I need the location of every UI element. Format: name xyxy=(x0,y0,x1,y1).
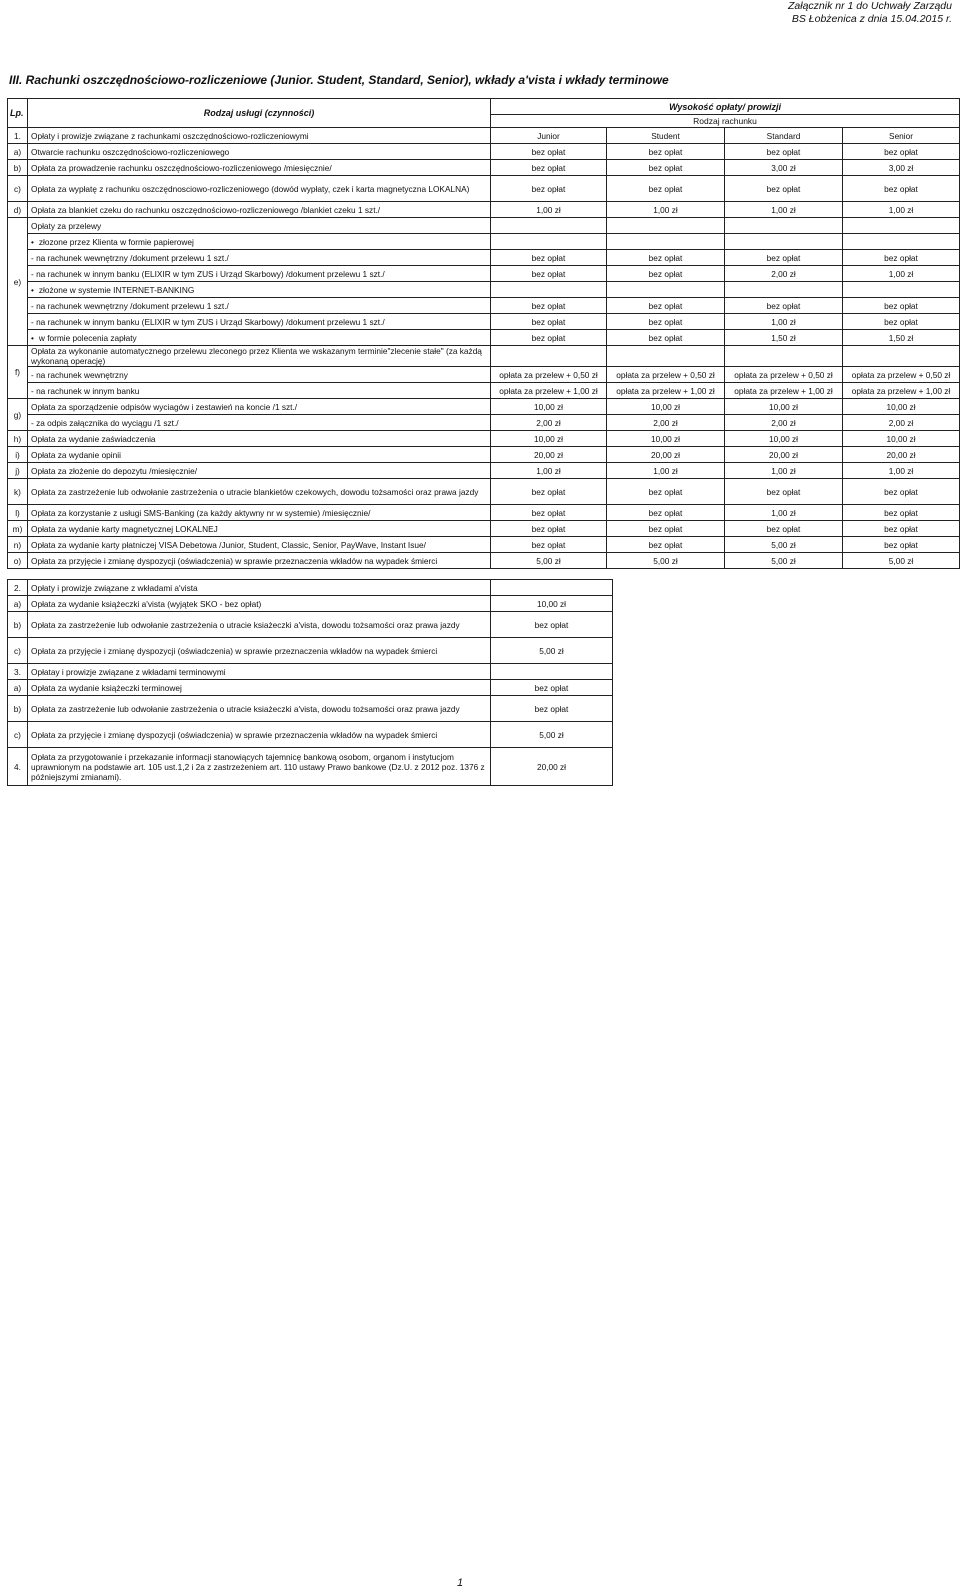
table-row xyxy=(8,415,960,431)
fee-value: bez opłat xyxy=(491,144,607,160)
row-label: Opłata za zastrzeżenie lub odwołanie zastrzeżenia o utracie blankietów czekowych, dowodu tożsamości oraz prawa jazdy xyxy=(28,479,491,505)
table-row xyxy=(8,218,960,234)
lp-header: Lp. xyxy=(8,99,28,128)
row-label: Opłata za wydanie opinii xyxy=(28,447,491,463)
table-row xyxy=(8,383,960,399)
fee-value: bez opłat xyxy=(607,144,725,160)
table-row xyxy=(8,202,960,218)
fee-value: 1,00 zł xyxy=(725,314,843,330)
table-row xyxy=(8,234,960,250)
row-label: Opłaty za przelewy xyxy=(28,218,491,234)
fee-value: bez opłat xyxy=(843,505,960,521)
row-lp: 3. xyxy=(8,664,28,680)
row-label: Opłata za sporządzenie odpisów wyciagów i zestawień na koncie /1 szt./ xyxy=(28,399,491,415)
row-label: Opłata za zastrzeżenie lub odwołanie zastrzeżenia o utracie ksiażeczki a'vista, dowodu tożsamości oraz prawa jazdy xyxy=(28,696,491,722)
attachment-line-1: Załącznik nr 1 do Uchwały Zarządu xyxy=(788,0,952,12)
fee-value: bez opłat xyxy=(491,479,607,505)
table-row xyxy=(8,330,960,346)
row-label: Opłata za wydanie zaświadczenia xyxy=(28,431,491,447)
fee-value: bez opłat xyxy=(491,176,607,202)
fee-value: bez opłat xyxy=(491,298,607,314)
fee-value: 10,00 zł xyxy=(725,399,843,415)
row-lp: a) xyxy=(8,680,28,696)
row-label: Opłata za prowadzenie rachunku oszczędnościowo-rozliczeniowego /miesięcznie/ xyxy=(28,160,491,176)
table-row xyxy=(8,128,960,144)
fee-value: bez opłat xyxy=(607,176,725,202)
fee-value xyxy=(725,218,843,234)
fee-value: 2,00 zł xyxy=(725,415,843,431)
row-label: Opłata za korzystanie z usługi SMS-Banking (za każdy aktywny nr w systemie) /miesięcznie/ xyxy=(28,505,491,521)
fee-value: 10,00 zł xyxy=(725,431,843,447)
fee-value: bez opłat xyxy=(491,266,607,282)
fee-value: 1,00 zł xyxy=(725,463,843,479)
table-row xyxy=(8,144,960,160)
table-row xyxy=(8,596,613,612)
fee-value: bez opłat xyxy=(491,505,607,521)
fee-value: 1,00 zł xyxy=(725,202,843,218)
fee-value: Student xyxy=(607,128,725,144)
fee-value: 10,00 zł xyxy=(607,399,725,415)
row-label: Opłata za przyjęcie i zmianę dyspozycji (oświadczenia) w sprawie przeznaczenia wkładów na wypadek śmierci xyxy=(28,638,491,664)
fee-value: bez opłat xyxy=(725,298,843,314)
row-label: Opłata za wydanie książeczki terminowej xyxy=(28,680,491,696)
fee-value: 10,00 zł xyxy=(607,431,725,447)
table-row xyxy=(8,399,960,415)
table-row xyxy=(8,537,960,553)
row-lp: k) xyxy=(8,479,28,505)
table-row xyxy=(8,722,613,748)
table-row xyxy=(8,521,960,537)
row-label: Opłata za przyjęcie i zmianę dyspozycji (oświadczenia) w sprawie przeznaczenia wkładów na wypadek śmierci xyxy=(28,722,491,748)
fee-value: opłata za przelew + 1,00 zł xyxy=(607,383,725,399)
row-label: • w formie polecenia zapłaty xyxy=(28,330,491,346)
fee-value: 20,00 zł xyxy=(491,748,613,786)
fee-value: 10,00 zł xyxy=(843,431,960,447)
fee-value: opłata za przelew + 0,50 zł xyxy=(491,367,607,383)
row-label: - na rachunek wewnętrzny /dokument przelewu 1 szt./ xyxy=(28,250,491,266)
fee-value: opłata za przelew + 0,50 zł xyxy=(843,367,960,383)
fee-value: 1,00 zł xyxy=(607,463,725,479)
fee-value: 1,50 zł xyxy=(725,330,843,346)
row-label: Opłaty i prowizje związane z rachunkami oszczędnościowo-rozliczeniowymi xyxy=(28,128,491,144)
fee-value: bez opłat xyxy=(843,298,960,314)
row-label: Opłata za wypłatę z rachunku oszczędnosciowo-rozliczeniowego (dowód wypłaty, czek i karta magnetyczna LOKALNA) xyxy=(28,176,491,202)
fee-value: 20,00 zł xyxy=(843,447,960,463)
fee-value: bez opłat xyxy=(607,160,725,176)
fee-value: bez opłat xyxy=(491,314,607,330)
fee-value xyxy=(491,282,607,298)
row-label: - za odpis załącznika do wyciągu /1 szt./ xyxy=(28,415,491,431)
fee-header: Wysokość opłaty/ prowizji xyxy=(491,99,960,115)
fee-value xyxy=(491,346,607,367)
fee-value xyxy=(607,218,725,234)
fee-value: 20,00 zł xyxy=(491,447,607,463)
row-label: Opłata za przyjęcie i zmianę dyspozycji (oświadczenia) w sprawie przeznaczenia wkładów na wypadek śmierci xyxy=(28,553,491,569)
row-lp: h) xyxy=(8,431,28,447)
row-label: Opłaty i prowizje związane z wkładami a'vista xyxy=(28,580,491,596)
fee-value: 1,00 zł xyxy=(607,202,725,218)
fee-table-accounts xyxy=(7,98,960,569)
fee-value: bez opłat xyxy=(491,521,607,537)
row-lp: 1. xyxy=(8,128,28,144)
fee-value: bez opłat xyxy=(725,479,843,505)
fee-value: bez opłat xyxy=(491,696,613,722)
row-lp: c) xyxy=(8,176,28,202)
row-lp: b) xyxy=(8,612,28,638)
fee-value xyxy=(725,282,843,298)
fee-value: bez opłat xyxy=(607,479,725,505)
fee-value: bez opłat xyxy=(843,314,960,330)
row-label: - na rachunek wewnętrzny xyxy=(28,367,491,383)
row-label: - na rachunek w innym banku (ELIXIR w tym ZUS i Urząd Skarbowy) /dokument przelewu 1 szt./ xyxy=(28,314,491,330)
fee-value xyxy=(843,234,960,250)
fee-value xyxy=(491,234,607,250)
fee-value: opłata za przelew + 1,00 zł xyxy=(725,383,843,399)
row-label: - na rachunek w innym banku (ELIXIR w tym ZUS i Urząd Skarbowy) /dokument przelewu 1 szt./ xyxy=(28,266,491,282)
fee-value: 3,00 zł xyxy=(725,160,843,176)
fee-value: Standard xyxy=(725,128,843,144)
row-label: Otwarcie rachunku oszczędnościowo-rozliczeniowego xyxy=(28,144,491,160)
row-label: Opłata za wydanie karty płatniczej VISA Debetowa /Junior, Student, Classic, Senior, PayWave, Instant Isue/ xyxy=(28,537,491,553)
fee-value: 10,00 zł xyxy=(843,399,960,415)
row-lp: i) xyxy=(8,447,28,463)
row-label: - na rachunek wewnętrzny /dokument przelewu 1 szt./ xyxy=(28,298,491,314)
table-row xyxy=(8,580,613,596)
page-number: 1 xyxy=(456,1577,464,1589)
table-row xyxy=(8,696,613,722)
table-row xyxy=(8,298,960,314)
fee-value: 10,00 zł xyxy=(491,399,607,415)
row-label: Opłata za przygotowanie i przekazanie informacji stanowiących tajemnicę bankową osobom, organom i instytucjom uprawnionym na podstawie art. 105 ust.1,2 i 2a z zastrzeżeniem art. 110 ustawy Prawo bankowe (Dz.U. z 2012 poz. 1376 z późniejszymi zmianami). xyxy=(28,748,491,786)
row-lp: 2. xyxy=(8,580,28,596)
section-title: III. Rachunki oszczędnościowo-rozliczeniowe (Junior. Student, Standard, Senior), wkłady a'vista i wkłady terminowe xyxy=(9,73,669,87)
fee-value: 20,00 zł xyxy=(607,447,725,463)
fee-value: bez opłat xyxy=(725,176,843,202)
row-lp: j) xyxy=(8,463,28,479)
row-label: Opłata za blankiet czeku do rachunku oszczędnościowo-rozliczeniowego /blankiet czeku 1 szt./ xyxy=(28,202,491,218)
fee-value xyxy=(725,346,843,367)
fee-value: bez opłat xyxy=(607,266,725,282)
fee-value: bez opłat xyxy=(607,298,725,314)
row-lp: o) xyxy=(8,553,28,569)
table-row xyxy=(8,431,960,447)
attachment-line-2: BS Łobżenica z dnia 15.04.2015 r. xyxy=(791,13,952,25)
table-row xyxy=(8,463,960,479)
fee-value: 1,00 zł xyxy=(491,202,607,218)
table-row xyxy=(8,638,613,664)
row-lp: 4. xyxy=(8,748,28,786)
table-row xyxy=(8,479,960,505)
table-row xyxy=(8,748,613,786)
table-row xyxy=(8,664,613,680)
table-row xyxy=(8,553,960,569)
fee-value: 5,00 zł xyxy=(491,638,613,664)
row-label: Opłata za wykonanie automatycznego przelewu zleconego przez Klienta we wskazanym terminie"zlecenie stałe" (za każdą wykonaną operację) xyxy=(28,346,491,367)
fee-value: bez opłat xyxy=(607,330,725,346)
fee-value: 3,00 zł xyxy=(843,160,960,176)
row-label: Opłatay i prowizje związane z wkładami terminowymi xyxy=(28,664,491,680)
row-lp: e) xyxy=(8,218,28,346)
fee-value: 10,00 zł xyxy=(491,596,613,612)
fee-value: 5,00 zł xyxy=(491,722,613,748)
row-lp: n) xyxy=(8,537,28,553)
fee-value: opłata za przelew + 1,00 zł xyxy=(843,383,960,399)
table-row xyxy=(8,447,960,463)
fee-value: bez opłat xyxy=(725,144,843,160)
fee-value xyxy=(607,234,725,250)
fee-value: bez opłat xyxy=(843,537,960,553)
fee-value: 10,00 zł xyxy=(491,431,607,447)
fee-value xyxy=(843,346,960,367)
row-label: • złożone w systemie INTERNET-BANKING xyxy=(28,282,491,298)
table-row xyxy=(8,250,960,266)
fee-value: 1,50 zł xyxy=(843,330,960,346)
fee-value: bez opłat xyxy=(843,176,960,202)
fee-value: 20,00 zł xyxy=(725,447,843,463)
fee-value xyxy=(491,218,607,234)
account-type-header: Rodzaj rachunku xyxy=(491,115,960,128)
fee-value: Junior xyxy=(491,128,607,144)
fee-value: bez opłat xyxy=(607,521,725,537)
table-row xyxy=(8,282,960,298)
table-row xyxy=(8,266,960,282)
fee-value: bez opłat xyxy=(725,250,843,266)
row-lp: f) xyxy=(8,346,28,399)
fee-table-deposits xyxy=(7,579,613,786)
fee-value: bez opłat xyxy=(491,537,607,553)
table-row xyxy=(8,160,960,176)
fee-value: 1,00 zł xyxy=(843,202,960,218)
row-lp: b) xyxy=(8,696,28,722)
fee-value: bez opłat xyxy=(491,330,607,346)
row-lp: a) xyxy=(8,144,28,160)
row-lp: a) xyxy=(8,596,28,612)
attachment-header xyxy=(788,0,952,26)
fee-value: bez opłat xyxy=(843,250,960,266)
fee-value xyxy=(607,282,725,298)
fee-value: bez opłat xyxy=(843,521,960,537)
fee-value: Senior xyxy=(843,128,960,144)
fee-value xyxy=(843,218,960,234)
row-label: Opłata za wydanie karty magnetycznej LOKALNEJ xyxy=(28,521,491,537)
row-label: Opłata za złożenie do depozytu /miesięcznie/ xyxy=(28,463,491,479)
fee-value xyxy=(491,580,613,596)
fee-value: 1,00 zł xyxy=(491,463,607,479)
row-lp: d) xyxy=(8,202,28,218)
row-lp: m) xyxy=(8,521,28,537)
fee-value: 2,00 zł xyxy=(607,415,725,431)
row-lp: l) xyxy=(8,505,28,521)
row-label: Opłata za zastrzeżenie lub odwołanie zastrzeżenia o utracie ksiażeczki a'vista, dowodu tożsamości oraz prawa jazdy xyxy=(28,612,491,638)
row-lp: b) xyxy=(8,160,28,176)
row-label: • złozone przez Klienta w formie papierowej xyxy=(28,234,491,250)
fee-value: bez opłat xyxy=(607,250,725,266)
row-label: Opłata za wydanie książeczki a'vista (wyjątek SKO - bez opłat) xyxy=(28,596,491,612)
fee-value: bez opłat xyxy=(843,479,960,505)
table-row xyxy=(8,612,613,638)
fee-value xyxy=(843,282,960,298)
fee-value: 2,00 zł xyxy=(725,266,843,282)
table-row xyxy=(8,505,960,521)
fee-value: bez opłat xyxy=(491,160,607,176)
fee-value: bez opłat xyxy=(725,521,843,537)
fee-value xyxy=(725,234,843,250)
fee-value: 5,00 zł xyxy=(725,553,843,569)
fee-value: bez opłat xyxy=(607,314,725,330)
fee-value: opłata za przelew + 1,00 zł xyxy=(491,383,607,399)
fee-value: 5,00 zł xyxy=(843,553,960,569)
fee-value: bez opłat xyxy=(607,505,725,521)
fee-value: bez opłat xyxy=(843,144,960,160)
table-row xyxy=(8,314,960,330)
table-row xyxy=(8,680,613,696)
table-row xyxy=(8,346,960,367)
fee-value: 5,00 zł xyxy=(491,553,607,569)
fee-value: 1,00 zł xyxy=(843,463,960,479)
service-header: Rodzaj usługi (czynności) xyxy=(28,99,491,128)
row-label: - na rachunek w innym banku xyxy=(28,383,491,399)
fee-value: bez opłat xyxy=(607,537,725,553)
fee-value xyxy=(607,346,725,367)
row-lp: c) xyxy=(8,722,28,748)
fee-value xyxy=(491,664,613,680)
fee-value: bez opłat xyxy=(491,612,613,638)
fee-value: 2,00 zł xyxy=(491,415,607,431)
fee-value: opłata za przelew + 0,50 zł xyxy=(607,367,725,383)
row-lp: g) xyxy=(8,399,28,431)
table-row xyxy=(8,176,960,202)
fee-value: bez opłat xyxy=(491,250,607,266)
fee-value: opłata za przelew + 0,50 zł xyxy=(725,367,843,383)
fee-value: 1,00 zł xyxy=(843,266,960,282)
fee-value: 2,00 zł xyxy=(843,415,960,431)
row-lp: c) xyxy=(8,638,28,664)
fee-value: 5,00 zł xyxy=(725,537,843,553)
table-row xyxy=(8,367,960,383)
fee-value: 1,00 zł xyxy=(725,505,843,521)
fee-value: 5,00 zł xyxy=(607,553,725,569)
fee-value: bez opłat xyxy=(491,680,613,696)
